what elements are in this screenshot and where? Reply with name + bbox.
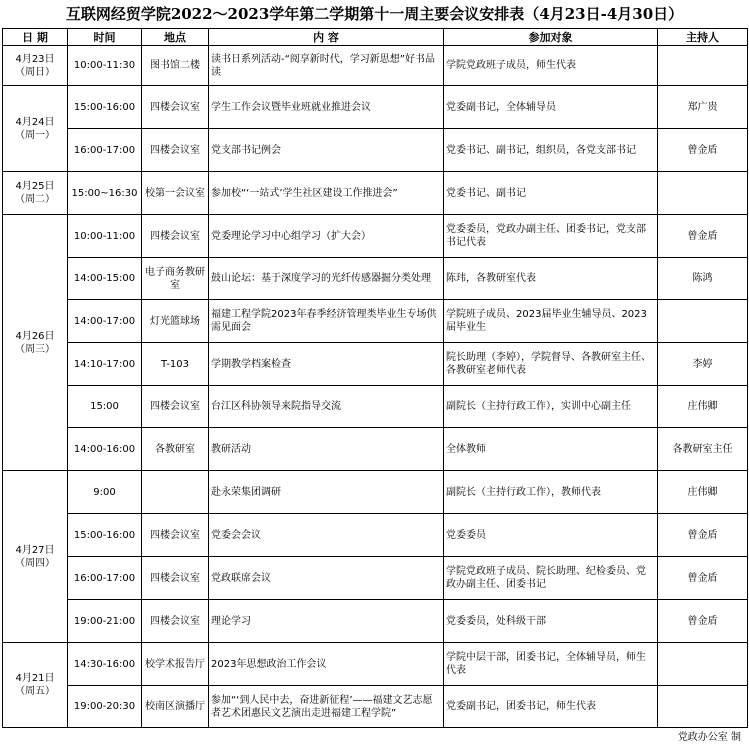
place-cell: 灯光篮球场 [142, 300, 209, 343]
time-cell: 10:00-11:00 [68, 215, 142, 258]
host-cell: 曾金盾 [658, 129, 748, 172]
time-cell: 15:00 [68, 386, 142, 428]
attendees-cell: 党委副书记，团委书记，师生代表 [444, 686, 658, 728]
place-cell: 四楼会议室 [142, 600, 209, 643]
schedule-row [3, 686, 748, 728]
attendees-cell: 学院党政班子成员，师生代表 [444, 46, 658, 86]
page-title: 互联网经贸学院2022～2023学年第二学期第十一周主要会议安排表（4月23日-4月30日） [65, 5, 684, 23]
time-cell: 15:00-16:00 [68, 86, 142, 129]
attendees-cell: 陈玮，各教研室代表 [444, 258, 658, 300]
attendees-cell: 党委副书记，全体辅导员 [444, 86, 658, 129]
date-cell: 4月21日 （周五） [3, 643, 68, 728]
schedule-row [3, 643, 748, 686]
content-cell: 赴永荣集团调研 [209, 471, 444, 514]
attendees-cell: 副院长（主持行政工作），实训中心副主任 [444, 386, 658, 428]
footer-note: 党政办公室 制 [677, 732, 741, 743]
column-header-host: 主持人 [658, 29, 748, 46]
schedule-row [3, 129, 748, 172]
time-cell: 14:30-16:00 [68, 643, 142, 686]
attendees-cell: 学院班子成员、2023届毕业生辅导员、2023届毕业生 [444, 300, 658, 343]
host-cell [658, 300, 748, 343]
place-cell: 四楼会议室 [142, 86, 209, 129]
content-cell: 读书日系列活动-“阅享新时代，学习新思想”好书品读 [209, 46, 444, 86]
date-cell: 4月25日 （周二） [3, 172, 68, 215]
place-cell [142, 471, 209, 514]
content-cell: 福建工程学院2023年春季经济管理类毕业生专场供需见面会 [209, 300, 444, 343]
date-cell: 4月26日 （周三） [3, 215, 68, 471]
place-cell: 四楼会议室 [142, 215, 209, 258]
host-cell [658, 643, 748, 686]
time-cell: 9:00 [68, 471, 142, 514]
host-cell: 庄伟卿 [658, 386, 748, 428]
host-cell: 曾金盾 [658, 557, 748, 600]
header-row [3, 29, 748, 46]
place-cell: 各教研室 [142, 428, 209, 471]
content-cell: 党政联席会议 [209, 557, 444, 600]
content-cell: 党委会会议 [209, 514, 444, 557]
content-cell: 参加校“‘一站式’学生社区建设工作推进会” [209, 172, 444, 215]
schedule-row [3, 428, 748, 471]
content-cell: 学生工作会议暨毕业班就业推进会议 [209, 86, 444, 129]
time-cell: 16:00-17:00 [68, 557, 142, 600]
attendees-cell: 党委书记、副书记，组织员，各党支部书记 [444, 129, 658, 172]
content-cell: 参加“‘到人民中去，奋进新征程’——福建文艺志愿者艺术团惠民文艺演出走进福建工程学院” [209, 686, 444, 728]
host-cell: 曾金盾 [658, 215, 748, 258]
schedule-row [3, 343, 748, 386]
place-cell: T-103 [142, 343, 209, 386]
time-cell: 15:00-16:00 [68, 514, 142, 557]
place-cell: 四楼会议室 [142, 557, 209, 600]
schedule-row [3, 386, 748, 428]
host-cell: 各教研室主任 [658, 428, 748, 471]
time-cell: 10:00-11:30 [68, 46, 142, 86]
time-cell: 14:00-17:00 [68, 300, 142, 343]
host-cell: 陈鸿 [658, 258, 748, 300]
host-cell [658, 172, 748, 215]
host-cell: 庄伟卿 [658, 471, 748, 514]
place-cell: 四楼会议室 [142, 386, 209, 428]
attendees-cell: 学院党政班子成员、院长助理、纪检委员、党政办副主任、团委书记 [444, 557, 658, 600]
content-cell: 党支部书记例会 [209, 129, 444, 172]
schedule-row [3, 258, 748, 300]
time-cell: 19:00-20:30 [68, 686, 142, 728]
content-cell: 鼓山论坛：基于深度学习的光纤传感器掘分类处理 [209, 258, 444, 300]
schedule-row [3, 46, 748, 86]
column-header-date: 日 期 [3, 29, 68, 46]
place-cell: 电子商务教研室 [142, 258, 209, 300]
content-cell: 理论学习 [209, 600, 444, 643]
host-cell: 李婷 [658, 343, 748, 386]
date-cell: 4月27日 （周四） [3, 471, 68, 643]
attendees-cell: 院长助理（李婷），学院督导、各教研室主任、各教研室老师代表 [444, 343, 658, 386]
attendees-cell: 副院长（主持行政工作），教师代表 [444, 471, 658, 514]
place-cell: 图书馆二楼 [142, 46, 209, 86]
place-cell: 四楼会议室 [142, 129, 209, 172]
attendees-cell: 学院中层干部，团委书记，全体辅导员，师生代表 [444, 643, 658, 686]
schedule-row [3, 514, 748, 557]
content-cell: 2023年思想政治工作会议 [209, 643, 444, 686]
content-cell: 学期教学档案检查 [209, 343, 444, 386]
time-cell: 16:00-17:00 [68, 129, 142, 172]
date-cell: 4月23日 （周日） [3, 46, 68, 86]
time-cell: 19:00-21:00 [68, 600, 142, 643]
schedule-row [3, 557, 748, 600]
schedule-body [3, 46, 748, 728]
column-header-content: 内 容 [209, 29, 444, 46]
schedule-row [3, 215, 748, 258]
place-cell: 校学术报告厅 [142, 643, 209, 686]
place-cell: 校第一会议室 [142, 172, 209, 215]
schedule-row [3, 172, 748, 215]
schedule-row [3, 86, 748, 129]
column-header-place: 地点 [142, 29, 209, 46]
place-cell: 四楼会议室 [142, 514, 209, 557]
attendees-cell: 党委书记、副书记 [444, 172, 658, 215]
time-cell: 14:00-16:00 [68, 428, 142, 471]
schedule-row [3, 471, 748, 514]
attendees-cell: 全体教师 [444, 428, 658, 471]
time-cell: 14:10-17:00 [68, 343, 142, 386]
time-cell: 15:00~16:30 [68, 172, 142, 215]
host-cell: 曾金盾 [658, 600, 748, 643]
host-cell [658, 46, 748, 86]
host-cell: 郑广贵 [658, 86, 748, 129]
attendees-cell: 党委委员 [444, 514, 658, 557]
host-cell: 曾金盾 [658, 514, 748, 557]
meeting-schedule-table [2, 28, 748, 728]
time-cell: 14:00-15:00 [68, 258, 142, 300]
schedule-row [3, 600, 748, 643]
content-cell: 台江区科协领导来院指导交流 [209, 386, 444, 428]
content-cell: 党委理论学习中心组学习（扩大会） [209, 215, 444, 258]
attendees-cell: 党委委员，党政办副主任、团委书记，党支部书记代表 [444, 215, 658, 258]
date-cell: 4月24日 （周一） [3, 86, 68, 172]
content-cell: 教研活动 [209, 428, 444, 471]
column-header-time: 时间 [68, 29, 142, 46]
place-cell: 校南区演播厅 [142, 686, 209, 728]
column-header-attendees: 参加对象 [444, 29, 658, 46]
schedule-row [3, 300, 748, 343]
attendees-cell: 党委委员，处科级干部 [444, 600, 658, 643]
host-cell [658, 686, 748, 728]
